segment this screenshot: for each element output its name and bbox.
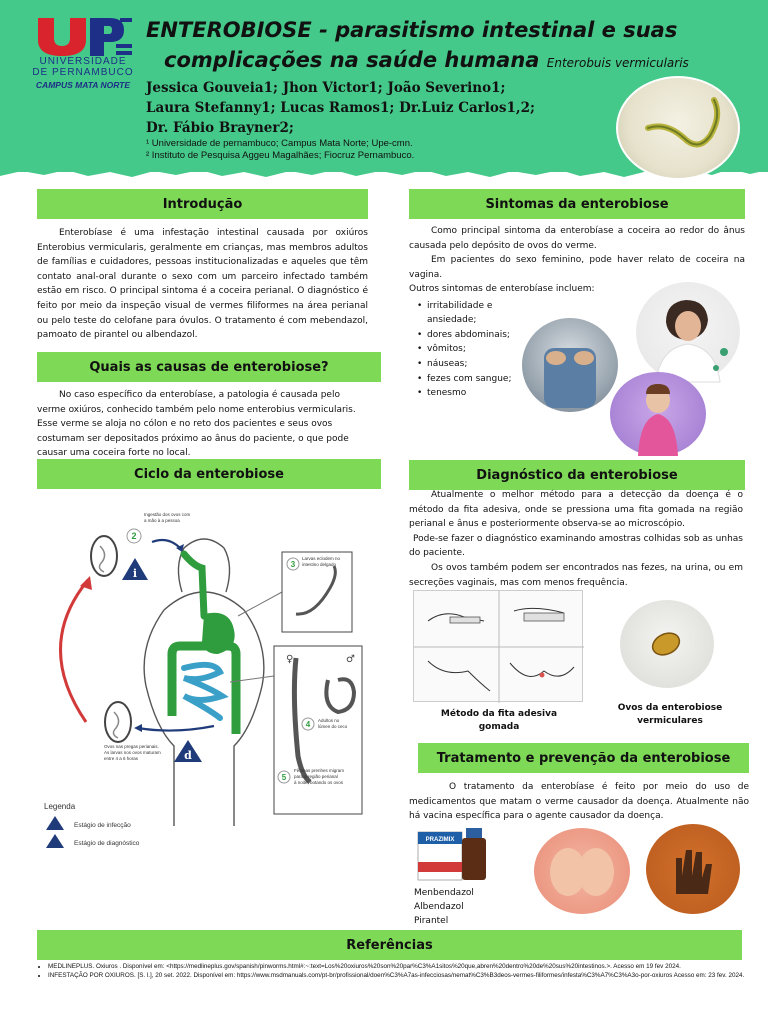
medicine-box [414,818,496,884]
section-title-causas: Quais as causas de enterobiose? [37,352,381,382]
itching-illustration [522,318,618,412]
causas-text [37,388,371,461]
nausea-woman-photo [636,282,740,382]
cycle-label-females: Fêmeas prenhes migram para a região perianal à noite, botando os ovos [294,768,345,785]
worm-photo [616,76,740,180]
diagnosis-stage-label: d [184,749,192,762]
section-title-tratamento: Tratamento e prevenção da enterobiose [418,743,749,773]
cycle-step-5: 5 [281,773,287,782]
authors [146,78,616,138]
drug-list [414,886,474,928]
logo-title: UNIVERSIDADE [39,56,127,67]
diagnostico-paragraph-1: Atualmente o melhor método para a detecção da doença é o método da fita adesiva, onde se pressiona uma fita gomada na região perianal e ânus e posteriormente observa-se ao microscópio. [409,490,743,530]
legend-infection-label: Estágio de infecção [74,822,131,829]
logo-university-name [28,56,138,78]
caption-eggs: Ovos da enterobiose vermiculares [617,703,723,726]
upe-logo-mark [34,16,134,56]
cycle-step-2: 2 [131,531,137,541]
logo-campus: CAMPUS MATA NORTE [35,80,131,90]
infection-stage-label: i [132,567,138,580]
logo-subtitle: DE PERNAMBUCO [32,67,134,78]
sintomas-text [409,224,745,282]
authors-line: Jessica Gouveia1; Jhon Victor1; João Severino1; [146,80,506,96]
drug-item: Albendazol [414,902,464,912]
handwashing-illustration [534,828,630,914]
sintomas-list [417,299,539,401]
diagnostico-text [409,488,743,590]
upe-logo [28,16,138,90]
sintomas-list-intro: Outros sintomas de enterobíase incluem: [409,284,595,294]
references-list [40,962,746,980]
tratamento-paragraph: O tratamento da enterobíase é feito por meio do uso de medicamentos que matam o verme causador da doença. Atualmente não há vacina específica para o agente causador da doença. [409,782,749,822]
child-stomachache-photo [610,372,706,456]
diagnostico-paragraph-3: Os ovos também podem ser encontrados nas fezes, na urina, ou em secreções vaginais, mas com menos frequência. [409,562,743,588]
handwashing-photo [534,828,630,914]
cycle-label-adults: Adultos no lúmen do ceco [318,718,348,729]
symptom-item: • náuseas; [417,357,539,372]
causas-paragraph: No caso específico da enterobíase, a patologia é causada pelo verme oxiúros, conhecido também pelo nome enterobius vermicularis. Esse verme se aloja no cólon e no reto dos pacientes e seus ovos costumam ser depositados próximo ao ânus do paciente, o que pode causar uma coceira forte no local. [37,390,356,459]
poster-title-line2-text: complicações na saúde humana [164,48,540,72]
symptom-item: • tenesmo [417,386,539,401]
poster-title-line1: ENTEROBIOSE - parasitismo intestinal e suas [146,18,678,42]
cycle-label-larvae: Larvas eclodem no intestino delgado [302,556,341,567]
tape-method-illustration [414,591,584,703]
life-cycle-diagram [34,496,394,847]
section-title-diagnostico: Diagnóstico da enterobiose [409,460,745,490]
tape-method-figure [413,590,583,702]
introducao-paragraph: Enterobíase é uma infestação intestinal causada por oxiúros Enterobius vermicularis, geralmente em crianças, mas membros adultos de famílias e cuidadores, pessoas institucionalizadas e aqueles que têm contato anal-oral durante o sexo com um parceiro infectado também estão em risco. O principal sintoma é a coceira perianal. O diagnóstico é feito por meio da inspeção visual de vermes filiformes na área perianal ou pelo teste do celofane para óvulos. O tratamento é com mebendazol, pamoato de pirantel ou albendazol. [37,228,368,341]
affiliations [146,138,414,162]
sintomas-paragraph-1: Como principal sintoma da enterobíase a coceira ao redor do ânus causada pelo depósito de ovos do verme. [409,226,745,251]
medicine-box-label: PRAZIMIX [425,837,455,843]
diagnostico-paragraph-2: Pode-se fazer o diagnóstico examinando amostras colhidas sob as unhas do paciente. [409,533,743,559]
reference-item: • INFESTAÇÃO POR OXIUROS. [S. l.], 20 set. 2022. Disponível em: https://www.msdmanuals.com/pt-br/profissional/doen%C3%A7as-infecciosas/nemat%C3%B3deos-vermes-filiformes/infesta%C3%A7%C3%A3o-por-oxiuros Acesso em: 23 fev. 2024. [48,971,746,980]
section-title-ciclo: Ciclo da enterobiose [37,459,381,489]
scientific-name: Enterobuis vermicularis [546,56,689,70]
cycle-step-4: 4 [305,720,311,729]
eggs-microscope-photo [620,600,714,688]
symptom-item: • vômitos; [417,342,539,357]
hands-photo [646,824,740,914]
section-title-introducao: Introdução [37,189,368,219]
authors-line: Laura Stefanny1; Lucas Ramos1; Dr.Luiz Carlos1,2; [146,100,536,116]
reference-item: • MEDLINEPLUS. Oxiuros . Disponível em: <https://medlineplus.gov/spanish/pinworms.html#:~:text=Los%20oxiuros%20son%20par%C3%A1sitos%20que,abren%20dentro%20de%20sus%20intestinos.>. Acesso em 19 fev 2024. [48,962,746,971]
male-symbol: ♂ [346,654,355,665]
drug-item: Menbendazol [414,888,474,898]
cycle-step-3: 3 [290,560,296,569]
itching-photo [522,318,618,412]
medicine-illustration [414,818,496,884]
symptom-item: • irritabilidade e ansiedade; [417,299,539,328]
drug-item: Pirantel [414,916,449,926]
section-title-sintomas: Sintomas da enterobiose [409,189,745,219]
section-title-referencias: Referências [37,930,742,960]
nausea-illustration [636,282,740,382]
poster-title-line2 [164,48,689,72]
authors-line: Dr. Fábio Brayner2; [146,120,294,136]
caption-tape-method: Método da fita adesiva gomada [440,709,558,732]
legend-title: Legenda [44,802,76,811]
sintomas-paragraph-2: Em pacientes do sexo feminino, pode haver relato de coceira na vagina. [409,255,745,280]
cycle-label-eggs: Ovos nas pregas perianais. As larvas nos ovos maturam entre 4 a 6 horas [104,744,161,761]
cycle-label-ingestion: Ingestão dos ovos com a mão à a pessoa [144,512,191,523]
legend-diagnosis-label: Estágio de diagnóstico [74,840,140,847]
worm-illustration [618,78,742,182]
introducao-text [37,226,368,343]
hands-illustration [646,824,740,914]
symptom-item: • fezes com sangue; [417,372,539,387]
affiliation-line: ² Instituto de Pesquisa Aggeu Magalhães; Fiocruz Pernambuco. [146,150,415,161]
symptom-item: • dores abdominais; [417,328,539,343]
affiliation-line: ¹ Universidade de pernambuco; Campus Mata Norte; Upe-cmn. [146,138,413,149]
child-illustration [610,372,706,456]
female-symbol: ♀ [286,654,294,665]
sintomas-list-block [409,282,595,401]
egg-illustration [620,600,714,688]
